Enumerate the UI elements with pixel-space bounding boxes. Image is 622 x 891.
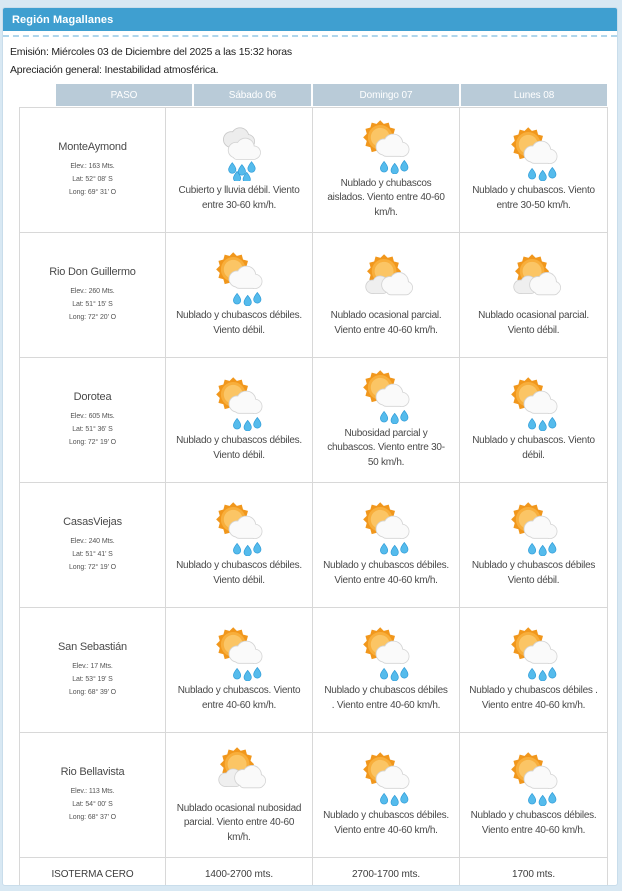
- isoterma-row: [20, 858, 608, 887]
- sun-cloud-rain-icon: [208, 502, 270, 556]
- forecast-text: Nublado y chubascos. Viento débil.: [472, 435, 595, 461]
- pass-name: Dorotea: [73, 391, 112, 403]
- column-header-paso: PASO: [110, 89, 138, 101]
- pass-elevation: Elev.: 17 Mts.: [72, 663, 113, 670]
- sun-cloud-rain-icon: [355, 370, 417, 424]
- pass-cell: [20, 108, 166, 233]
- pass-latitude: Lat: 51° 36' S: [72, 426, 113, 433]
- forecast-cell: [460, 108, 608, 233]
- isoterma-tbody: [20, 858, 608, 887]
- pass-name: San Sebastián: [58, 641, 127, 653]
- forecast-table: [19, 107, 608, 886]
- forecast-row: [20, 483, 608, 608]
- forecast-cell: [460, 733, 608, 858]
- sun-cloud-rain-icon: [355, 627, 417, 681]
- forecast-cell: [313, 358, 460, 483]
- forecast-text: Nublado y chubascos. Viento entre 30-50 km/h.: [472, 185, 595, 211]
- forecast-text: Cubierto y lluvia débil. Viento entre 30-60 km/h.: [178, 185, 300, 211]
- pass-longitude: Long: 68° 37' O: [68, 814, 116, 821]
- forecast-cell: [460, 483, 608, 608]
- forecast-text: Nublado ocasional parcial. Viento débil.: [478, 310, 589, 336]
- emission-line: Emisión: Miércoles 03 de Diciembre del 2025 a las 15:32 horas: [10, 46, 292, 58]
- sun-cloud-rain-icon: [208, 377, 270, 431]
- region-title-bar: [3, 8, 617, 31]
- forecast-text: Nublado y chubascos débiles . Viento entre 40-60 km/h.: [469, 685, 598, 711]
- sun-cloud-rain-icon: [355, 120, 417, 174]
- forecast-tbody: [20, 108, 608, 858]
- pass-elevation: Elev.: 605 Mts.: [70, 413, 115, 420]
- sun-cloud-rain-icon: [208, 252, 270, 306]
- pass-cell: [20, 483, 166, 608]
- pass-name: Rio Don Guillermo: [49, 266, 136, 278]
- pass-cell: [20, 608, 166, 733]
- column-header-sabado: Sábado 06: [192, 84, 311, 106]
- sun-cloud-rain-icon: [503, 627, 565, 681]
- forecast-cell: [166, 358, 313, 483]
- pass-elevation: Elev.: 240 Mts.: [70, 538, 115, 545]
- pass-name: Rio Bellavista: [60, 766, 125, 778]
- forecast-cell: [313, 483, 460, 608]
- isoterma-label: ISOTERMA CERO: [20, 858, 166, 887]
- sun-cloud-rain-icon: [355, 752, 417, 806]
- forecast-cell: [166, 483, 313, 608]
- forecast-text: Nublado y chubascos débiles. Viento débil.: [176, 310, 302, 336]
- pass-longitude: Long: 72° 19' O: [68, 564, 116, 571]
- pass-latitude: Lat: 53° 19' S: [72, 676, 113, 683]
- forecast-text: Nublado y chubascos débiles. Viento débil.: [176, 560, 302, 586]
- forecast-cell: [166, 733, 313, 858]
- sun-cloud-rain-icon: [503, 127, 565, 181]
- forecast-text: Nublado y chubascos débiles. Viento débil.: [176, 435, 302, 461]
- forecast-cell: [460, 233, 608, 358]
- forecast-cell: [166, 108, 313, 233]
- isoterma-value-sabado: 1400-2700 mts.: [166, 858, 313, 887]
- pass-latitude: Lat: 51° 41' S: [72, 551, 113, 558]
- forecast-row: [20, 233, 608, 358]
- forecast-text: Nublado y chubascos. Viento entre 40-60 km/h.: [177, 685, 301, 711]
- forecast-text: Nubosidad parcial y chubascos. Viento entre 30-50 km/h.: [327, 427, 445, 468]
- sun-clouds-icon: [355, 252, 417, 306]
- forecast-text: Nublado ocasional nubosidad parcial. Viento entre 40-60 km/h.: [176, 802, 302, 843]
- sun-cloud-rain-icon: [503, 752, 565, 806]
- pass-elevation: Elev.: 260 Mts.: [70, 288, 115, 295]
- forecast-text: Nublado y chubascos débiles. Viento entre 40-60 km/h.: [470, 810, 597, 836]
- forecast-cell: [460, 358, 608, 483]
- pass-name: MonteAymond: [58, 141, 127, 153]
- forecast-row: [20, 733, 608, 858]
- forecast-text: Nublado y chubascos débiles. Viento entre 40-60 km/h.: [323, 810, 449, 836]
- pass-longitude: Long: 72° 19' O: [68, 439, 116, 446]
- sun-cloud-rain-icon: [208, 627, 270, 681]
- pass-cell: [20, 358, 166, 483]
- forecast-row: [20, 108, 608, 233]
- pass-longitude: Long: 72° 20' O: [68, 314, 116, 321]
- forecast-row: [20, 608, 608, 733]
- forecast-page: [2, 7, 618, 886]
- region-title: Región Magallanes: [12, 13, 114, 26]
- isoterma-value-domingo: 2700-1700 mts.: [313, 858, 460, 887]
- forecast-text: Nublado y chubascos débiles. Viento entre 40-60 km/h.: [323, 560, 449, 586]
- dashed-separator: [3, 35, 617, 37]
- table-header-row: [56, 84, 607, 106]
- forecast-cell: [166, 608, 313, 733]
- sun-clouds-icon: [208, 745, 270, 799]
- pass-latitude: Lat: 52° 08' S: [72, 176, 113, 183]
- sun-cloud-rain-icon: [503, 502, 565, 556]
- sun-clouds-icon: [503, 252, 565, 306]
- forecast-cell: [166, 233, 313, 358]
- pass-elevation: Elev.: 163 Mts.: [70, 163, 115, 170]
- forecast-text: Nublado y chubascos débiles . Viento entre 40-60 km/h.: [324, 685, 448, 711]
- column-header-lunes: Lunes 08: [459, 84, 607, 106]
- pass-longitude: Long: 68° 39' O: [68, 689, 116, 696]
- forecast-cell: [313, 233, 460, 358]
- pass-name: CasasViejas: [63, 516, 122, 528]
- pass-elevation: Elev.: 113 Mts.: [70, 788, 115, 795]
- forecast-row: [20, 358, 608, 483]
- pass-longitude: Long: 69° 31' O: [68, 189, 116, 196]
- pass-latitude: Lat: 54° 00' S: [72, 801, 113, 808]
- sun-cloud-rain-icon: [355, 502, 417, 556]
- forecast-cell: [313, 108, 460, 233]
- isoterma-value-lunes: 1700 mts.: [460, 858, 608, 887]
- pass-latitude: Lat: 51° 15' S: [72, 301, 113, 308]
- forecast-text: Nublado y chubascos aislados. Viento entre 40-60 km/h.: [327, 177, 445, 218]
- column-header-domingo: Domingo 07: [311, 84, 459, 106]
- forecast-cell: [313, 608, 460, 733]
- forecast-cell: [313, 733, 460, 858]
- sun-cloud-rain-icon: [503, 377, 565, 431]
- forecast-text: Nublado y chubascos débiles Viento débil.: [471, 560, 596, 586]
- pass-cell: [20, 733, 166, 858]
- clouds-rain-icon: [208, 127, 270, 181]
- appreciation-line: Apreciación general: Inestabilidad atmosférica.: [10, 64, 219, 76]
- forecast-cell: [460, 608, 608, 733]
- pass-cell: [20, 233, 166, 358]
- forecast-text: Nublado ocasional parcial. Viento entre 40-60 km/h.: [330, 310, 442, 336]
